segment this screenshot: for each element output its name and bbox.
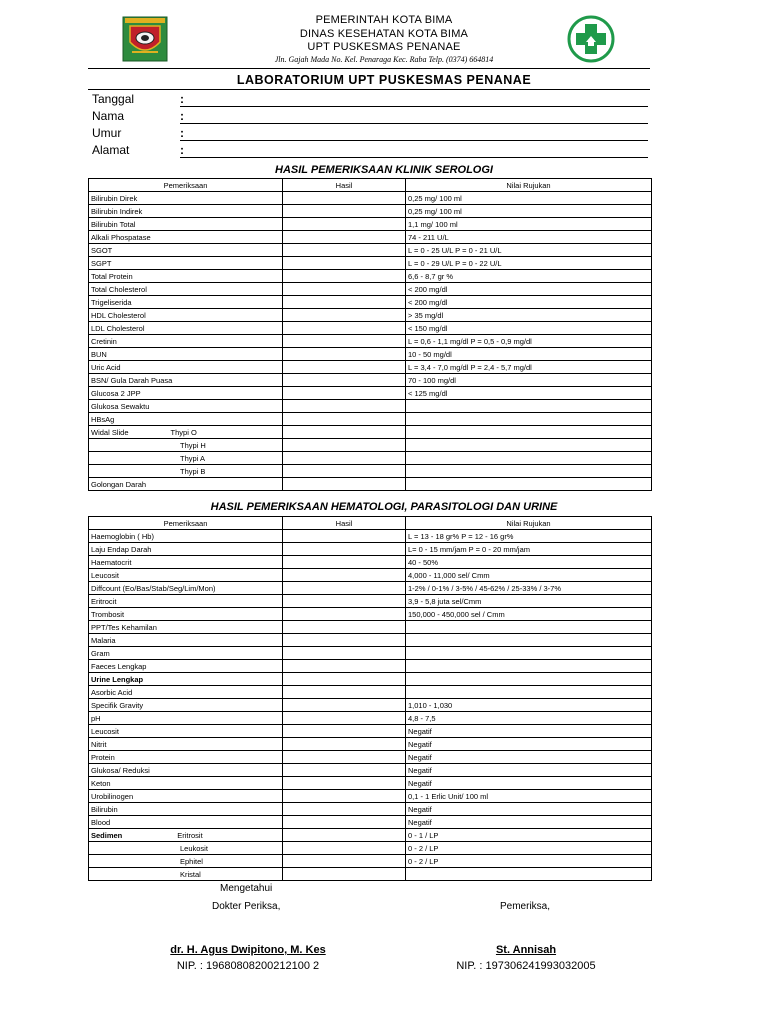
reference-cell bbox=[406, 439, 652, 452]
table-row bbox=[89, 816, 652, 829]
test-name-cell: HBsAg bbox=[89, 413, 283, 426]
test-name-cell: Malaria bbox=[89, 634, 283, 647]
table-row bbox=[89, 842, 652, 855]
test-name-cell: Haemoglobin ( Hb) bbox=[89, 530, 283, 543]
test-name-cell: Glukosa/ Reduksi bbox=[89, 764, 283, 777]
reference-cell: 3,9 - 5,8 juta sel/Cmm bbox=[406, 595, 652, 608]
reference-cell bbox=[406, 465, 652, 478]
reference-cell: < 200 mg/dl bbox=[406, 283, 652, 296]
result-cell[interactable] bbox=[283, 673, 406, 686]
result-cell[interactable] bbox=[283, 270, 406, 283]
field-colon: : bbox=[180, 143, 184, 157]
result-cell[interactable] bbox=[283, 725, 406, 738]
col-header-nilai-rujukan: Nilai Rujukan bbox=[406, 179, 652, 192]
table-row bbox=[89, 764, 652, 777]
col-header-hasil: Hasil bbox=[283, 179, 406, 192]
result-cell[interactable] bbox=[283, 530, 406, 543]
table-row bbox=[89, 621, 652, 634]
header-line-3: UPT PUSKESMAS PENANAE bbox=[307, 41, 461, 53]
reference-cell: < 200 mg/dl bbox=[406, 296, 652, 309]
result-cell[interactable] bbox=[283, 595, 406, 608]
reference-cell: 150,000 - 450,000 sel / Cmm bbox=[406, 608, 652, 621]
test-name-cell: Golongan Darah bbox=[89, 478, 283, 491]
result-cell[interactable] bbox=[283, 608, 406, 621]
test-name-cell: pH bbox=[89, 712, 283, 725]
test-name-cell bbox=[89, 842, 283, 855]
reference-cell: L = 3,4 - 7,0 mg/dl P = 2,4 - 5,7 mg/dl bbox=[406, 361, 652, 374]
mengetahui-label: Mengetahui bbox=[220, 883, 273, 894]
result-cell[interactable] bbox=[283, 465, 406, 478]
test-name-cell: SGPT bbox=[89, 257, 283, 270]
test-name-cell: BUN bbox=[89, 348, 283, 361]
test-name-cell: Alkali Phospatase bbox=[89, 231, 283, 244]
result-cell[interactable] bbox=[283, 361, 406, 374]
result-cell[interactable] bbox=[283, 855, 406, 868]
table-row bbox=[89, 283, 652, 296]
test-name-cell: Specifik Gravity bbox=[89, 699, 283, 712]
table-row bbox=[89, 452, 652, 465]
hematology-table bbox=[88, 516, 652, 881]
reference-cell: 70 - 100 mg/dl bbox=[406, 374, 652, 387]
reference-cell: Negatif bbox=[406, 803, 652, 816]
left-role-label: Dokter Periksa, bbox=[212, 901, 281, 912]
table-row bbox=[89, 439, 652, 452]
reference-cell: > 35 mg/dl bbox=[406, 309, 652, 322]
test-name-cell bbox=[89, 855, 283, 868]
test-name-cell: Laju Endap Darah bbox=[89, 543, 283, 556]
table-row bbox=[89, 231, 652, 244]
table-row bbox=[89, 556, 652, 569]
widal-sub-label: Thypi A bbox=[180, 453, 206, 463]
result-cell[interactable] bbox=[283, 842, 406, 855]
table-row bbox=[89, 712, 652, 725]
umur-field[interactable] bbox=[180, 140, 648, 141]
result-cell[interactable] bbox=[283, 699, 406, 712]
reference-cell bbox=[406, 647, 652, 660]
result-cell[interactable] bbox=[283, 582, 406, 595]
reference-cell: 6,6 - 8,7 gr % bbox=[406, 270, 652, 283]
test-name-cell: Total Cholesterol bbox=[89, 283, 283, 296]
test-name-cell bbox=[89, 439, 283, 452]
alamat-field[interactable] bbox=[180, 157, 648, 158]
table-row bbox=[89, 855, 652, 868]
table-row bbox=[89, 322, 652, 335]
sedimen-sub-label: Eritrosit bbox=[177, 830, 203, 840]
reference-cell: 40 - 50% bbox=[406, 556, 652, 569]
reference-cell bbox=[406, 400, 652, 413]
result-cell[interactable] bbox=[283, 335, 406, 348]
right-role-label: Pemeriksa, bbox=[500, 901, 551, 912]
result-cell[interactable] bbox=[283, 621, 406, 634]
test-name-cell: Cretinin bbox=[89, 335, 283, 348]
widal-sub-label: Thypi B bbox=[180, 466, 206, 476]
table-row bbox=[89, 790, 652, 803]
col-header-pemeriksaan: Pemeriksaan bbox=[89, 517, 283, 530]
result-cell[interactable] bbox=[283, 556, 406, 569]
result-cell[interactable] bbox=[283, 244, 406, 257]
sedimen-label: Sedimen bbox=[91, 830, 123, 840]
table-header-row bbox=[89, 179, 652, 192]
table-row bbox=[89, 868, 652, 881]
test-name-cell: Trigeliserida bbox=[89, 296, 283, 309]
reference-cell: Negatif bbox=[406, 725, 652, 738]
col-header-pemeriksaan: Pemeriksaan bbox=[89, 179, 283, 192]
test-name-cell: LDL Cholesterol bbox=[89, 322, 283, 335]
table-row bbox=[89, 361, 652, 374]
table-row bbox=[89, 348, 652, 361]
test-name-cell: Bilirubin Indirek bbox=[89, 205, 283, 218]
table-row bbox=[89, 699, 652, 712]
test-name-cell: Gram bbox=[89, 647, 283, 660]
result-cell[interactable] bbox=[283, 686, 406, 699]
field-colon: : bbox=[180, 92, 184, 106]
reference-cell: Negatif bbox=[406, 764, 652, 777]
widal-sub-label: Thypi O bbox=[170, 427, 197, 437]
widal-sub-label: Thypi H bbox=[180, 440, 206, 450]
result-cell[interactable] bbox=[283, 218, 406, 231]
table-row bbox=[89, 465, 652, 478]
test-name-cell: PPT/Tes Kehamilan bbox=[89, 621, 283, 634]
reference-cell: 74 - 211 U/L bbox=[406, 231, 652, 244]
test-name-cell bbox=[89, 452, 283, 465]
test-name-cell bbox=[89, 829, 283, 842]
reference-cell bbox=[406, 686, 652, 699]
table-row bbox=[89, 660, 652, 673]
reference-cell bbox=[406, 478, 652, 491]
result-cell[interactable] bbox=[283, 660, 406, 673]
reference-cell: Negatif bbox=[406, 816, 652, 829]
table-row bbox=[89, 257, 652, 270]
test-name-cell: Bilirubin Total bbox=[89, 218, 283, 231]
reference-cell bbox=[406, 621, 652, 634]
reference-cell: < 150 mg/dl bbox=[406, 322, 652, 335]
field-colon: : bbox=[180, 126, 184, 140]
table-row bbox=[89, 738, 652, 751]
table-row bbox=[89, 426, 652, 439]
result-cell[interactable] bbox=[283, 439, 406, 452]
table-row bbox=[89, 374, 652, 387]
test-name-cell: Keton bbox=[89, 777, 283, 790]
field-label-tanggal: Tanggal bbox=[92, 92, 135, 106]
test-name-cell: Leucosit bbox=[89, 725, 283, 738]
right-signatory-nip: NIP. : 197306241993032005 bbox=[456, 960, 596, 972]
reference-cell bbox=[406, 660, 652, 673]
reference-cell: 4,8 - 7,5 bbox=[406, 712, 652, 725]
field-label-alamat: Alamat bbox=[92, 143, 130, 157]
reference-cell: 10 - 50 mg/dl bbox=[406, 348, 652, 361]
test-name-cell: Trombosit bbox=[89, 608, 283, 621]
table-row bbox=[89, 608, 652, 621]
result-cell[interactable] bbox=[283, 816, 406, 829]
result-cell[interactable] bbox=[283, 192, 406, 205]
result-cell[interactable] bbox=[283, 205, 406, 218]
tanggal-field[interactable] bbox=[180, 106, 648, 107]
reference-cell: 0 - 2 / LP bbox=[406, 842, 652, 855]
table-row bbox=[89, 829, 652, 842]
reference-cell bbox=[406, 634, 652, 647]
result-cell[interactable] bbox=[283, 829, 406, 842]
table-row bbox=[89, 270, 652, 283]
test-name-cell bbox=[89, 868, 283, 881]
reference-cell: 1,1 mg/ 100 ml bbox=[406, 218, 652, 231]
table-row bbox=[89, 582, 652, 595]
result-cell[interactable] bbox=[283, 387, 406, 400]
reference-cell: 1-2% / 0-1% / 3-5% / 45-62% / 25-33% / 3-7% bbox=[406, 582, 652, 595]
reference-cell: L = 0 - 25 U/L P = 0 - 21 U/L bbox=[406, 244, 652, 257]
table-row bbox=[89, 387, 652, 400]
sedimen-sub-label: Ephitel bbox=[180, 856, 203, 866]
result-cell[interactable] bbox=[283, 322, 406, 335]
table-row bbox=[89, 530, 652, 543]
table-row bbox=[89, 205, 652, 218]
header-divider bbox=[88, 68, 650, 69]
reference-cell: 0,1 - 1 Erlic Unit/ 100 ml bbox=[406, 790, 652, 803]
left-signatory-nip: NIP. : 19680808200212100 2 bbox=[176, 960, 320, 972]
result-cell[interactable] bbox=[283, 400, 406, 413]
test-name-cell: Eritrocit bbox=[89, 595, 283, 608]
sedimen-sub-label: Leukosit bbox=[180, 843, 208, 853]
result-cell[interactable] bbox=[283, 777, 406, 790]
reference-cell bbox=[406, 673, 652, 686]
table-row bbox=[89, 803, 652, 816]
table-row bbox=[89, 296, 652, 309]
result-cell[interactable] bbox=[283, 296, 406, 309]
result-cell[interactable] bbox=[283, 452, 406, 465]
table-row bbox=[89, 569, 652, 582]
table-row bbox=[89, 309, 652, 322]
header-line-1: PEMERINTAH KOTA BIMA bbox=[315, 14, 453, 26]
result-cell[interactable] bbox=[283, 868, 406, 881]
sedimen-sub-label: Kristal bbox=[180, 869, 201, 879]
result-cell[interactable] bbox=[283, 738, 406, 751]
table-row bbox=[89, 244, 652, 257]
reference-cell: 0,25 mg/ 100 ml bbox=[406, 192, 652, 205]
reference-cell: 0,25 mg/ 100 ml bbox=[406, 205, 652, 218]
test-name-cell: Total Protein bbox=[89, 270, 283, 283]
result-cell[interactable] bbox=[283, 634, 406, 647]
test-name-cell: Faeces Lengkap bbox=[89, 660, 283, 673]
result-cell[interactable] bbox=[283, 257, 406, 270]
serology-title: HASIL PEMERIKSAAN KLINIK SEROLOGI bbox=[275, 164, 493, 176]
result-cell[interactable] bbox=[283, 413, 406, 426]
field-label-umur: Umur bbox=[92, 126, 122, 140]
table-row bbox=[89, 478, 652, 491]
widal-label: Widal Slide bbox=[91, 427, 129, 437]
col-header-nilai-rujukan: Nilai Rujukan bbox=[406, 517, 652, 530]
table-header-row bbox=[89, 517, 652, 530]
reference-cell bbox=[406, 452, 652, 465]
table-row bbox=[89, 335, 652, 348]
test-name-cell: HDL Cholesterol bbox=[89, 309, 283, 322]
reference-cell: L = 13 - 18 gr% P = 12 - 16 gr% bbox=[406, 530, 652, 543]
table-row bbox=[89, 634, 652, 647]
test-name-cell: SGOT bbox=[89, 244, 283, 257]
table-row bbox=[89, 543, 652, 556]
table-row bbox=[89, 673, 652, 686]
field-colon: : bbox=[180, 109, 184, 123]
result-cell[interactable] bbox=[283, 478, 406, 491]
reference-cell: < 125 mg/dl bbox=[406, 387, 652, 400]
reference-cell bbox=[406, 868, 652, 881]
test-name-cell: Leucosit bbox=[89, 569, 283, 582]
table-row bbox=[89, 686, 652, 699]
nama-field[interactable] bbox=[180, 123, 648, 124]
test-name-cell: Glukosa Sewaktu bbox=[89, 400, 283, 413]
reference-cell: 1,010 - 1,030 bbox=[406, 699, 652, 712]
col-header-hasil: Hasil bbox=[283, 517, 406, 530]
table-row bbox=[89, 647, 652, 660]
result-cell[interactable] bbox=[283, 647, 406, 660]
right-signatory-name: St. Annisah bbox=[495, 944, 557, 956]
result-cell[interactable] bbox=[283, 348, 406, 361]
reference-cell bbox=[406, 426, 652, 439]
reference-cell bbox=[406, 413, 652, 426]
reference-cell: L = 0 - 29 U/L P = 0 - 22 U/L bbox=[406, 257, 652, 270]
hematology-title: HASIL PEMERIKSAAN HEMATOLOGI, PARASITOLOGI DAN URINE bbox=[210, 501, 558, 513]
test-name-cell: Urobilinogen bbox=[89, 790, 283, 803]
reference-cell: L = 0,6 - 1,1 mg/dl P = 0,5 - 0,9 mg/dl bbox=[406, 335, 652, 348]
result-cell[interactable] bbox=[283, 283, 406, 296]
result-cell[interactable] bbox=[283, 751, 406, 764]
header-line-2: DINAS KESEHATAN KOTA BIMA bbox=[299, 28, 469, 40]
test-name-cell: Bilirubin Direk bbox=[89, 192, 283, 205]
reference-cell: 4,000 - 11,000 sel/ Cmm bbox=[406, 569, 652, 582]
lab-title: LABORATORIUM UPT PUSKESMAS PENANAE bbox=[236, 73, 532, 87]
test-name-cell: Haematocrit bbox=[89, 556, 283, 569]
test-name-cell: Urine Lengkap bbox=[89, 673, 283, 686]
test-name-cell: Bilirubin bbox=[89, 803, 283, 816]
table-row bbox=[89, 777, 652, 790]
test-name-cell: Uric Acid bbox=[89, 361, 283, 374]
serology-table bbox=[88, 178, 652, 491]
result-cell[interactable] bbox=[283, 231, 406, 244]
result-cell[interactable] bbox=[283, 569, 406, 582]
reference-cell: 0 - 1 / LP bbox=[406, 829, 652, 842]
title-divider bbox=[88, 89, 650, 90]
result-cell[interactable] bbox=[283, 803, 406, 816]
reference-cell: Negatif bbox=[406, 777, 652, 790]
table-row bbox=[89, 400, 652, 413]
left-signatory-name: dr. H. Agus Dwipitono, M. Kes bbox=[170, 944, 326, 956]
reference-cell: Negatif bbox=[406, 751, 652, 764]
result-cell[interactable] bbox=[283, 764, 406, 777]
test-name-cell: Blood bbox=[89, 816, 283, 829]
table-row bbox=[89, 192, 652, 205]
table-row bbox=[89, 413, 652, 426]
test-name-cell: Diffcount (Eo/Bas/Stab/Seg/Lim/Mon) bbox=[89, 582, 283, 595]
test-name-cell bbox=[89, 426, 283, 439]
field-label-nama: Nama bbox=[92, 109, 125, 123]
test-name-cell: Glucosa 2 JPP bbox=[89, 387, 283, 400]
test-name-cell: Asorbic Acid bbox=[89, 686, 283, 699]
test-name-cell: BSN/ Gula Darah Puasa bbox=[89, 374, 283, 387]
result-cell[interactable] bbox=[283, 790, 406, 803]
result-cell[interactable] bbox=[283, 712, 406, 725]
result-cell[interactable] bbox=[283, 426, 406, 439]
reference-cell: L= 0 - 15 mm/jam P = 0 - 20 mm/jam bbox=[406, 543, 652, 556]
test-name-cell: Protein bbox=[89, 751, 283, 764]
reference-cell: Negatif bbox=[406, 738, 652, 751]
table-row bbox=[89, 595, 652, 608]
test-name-cell bbox=[89, 465, 283, 478]
result-cell[interactable] bbox=[283, 543, 406, 556]
table-row bbox=[89, 751, 652, 764]
reference-cell: 0 - 2 / LP bbox=[406, 855, 652, 868]
result-cell[interactable] bbox=[283, 309, 406, 322]
table-row bbox=[89, 218, 652, 231]
table-row bbox=[89, 725, 652, 738]
result-cell[interactable] bbox=[283, 374, 406, 387]
test-name-cell: Nitrit bbox=[89, 738, 283, 751]
header-address: Jln. Gajah Mada No. Kel. Penaraga Kec. Raba Telp. (0374) 664814 bbox=[274, 55, 494, 64]
